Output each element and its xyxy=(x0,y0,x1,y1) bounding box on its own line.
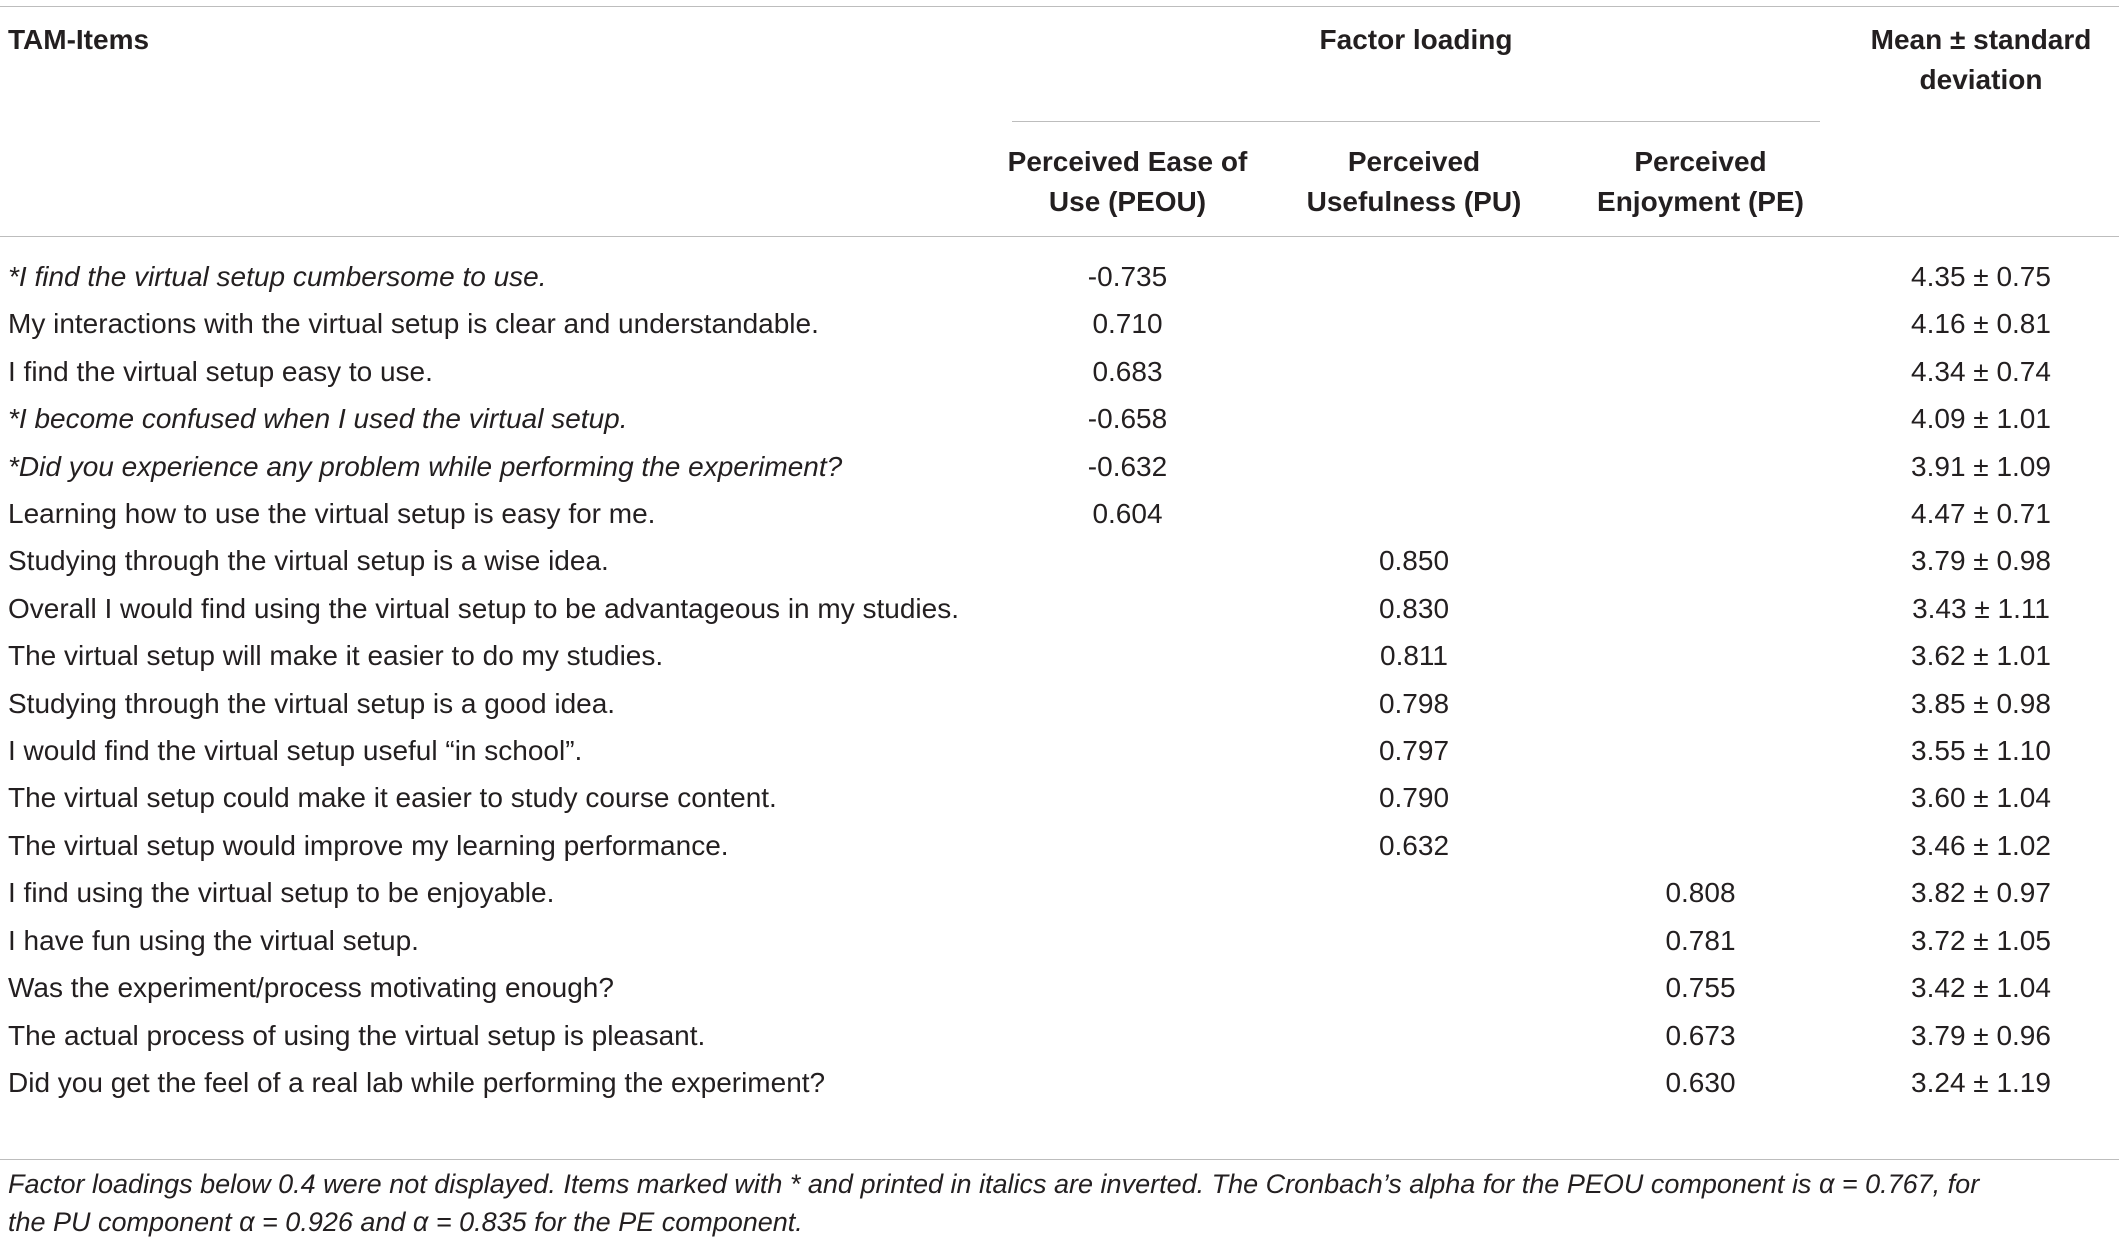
table-row xyxy=(0,1012,2119,1059)
pe-loading-cell xyxy=(1558,537,1843,584)
pe-loading-cell xyxy=(1558,822,1843,869)
pe-loading-cell: 0.630 xyxy=(1665,1066,1736,1098)
tam-item-cell: Studying through the virtual setup is a good idea. xyxy=(8,687,616,719)
table-row xyxy=(0,253,2119,300)
pu-loading-cell xyxy=(1270,1012,1558,1059)
pu-loading-cell xyxy=(1270,869,1558,916)
header-pe-line2: Enjoyment (PE) xyxy=(1597,186,1804,217)
pe-loading-cell xyxy=(1558,443,1843,490)
pe-loading-cell xyxy=(1558,774,1843,821)
peou-loading-cell: 0.683 xyxy=(1092,355,1163,387)
mean-sd-cell: 3.91 ± 1.09 xyxy=(1911,450,2051,482)
tam-item-cell: Overall I would find using the virtual setup to be advantageous in my studies. xyxy=(8,592,959,624)
pu-loading-cell: 0.798 xyxy=(1378,687,1450,719)
tam-item-cell: The virtual setup will make it easier to do my studies. xyxy=(8,640,664,672)
header-pu-line2: Usefulness (PU) xyxy=(1306,186,1522,217)
pe-loading-cell xyxy=(1558,300,1843,347)
mean-sd-cell: 4.16 ± 0.81 xyxy=(1911,308,2051,340)
footnote-line-2: the PU component α = 0.926 and α = 0.835 for the PE component. xyxy=(8,1207,803,1237)
pu-loading-cell xyxy=(1270,395,1558,442)
mean-sd-cell: 3.82 ± 0.97 xyxy=(1911,877,2051,909)
table-row xyxy=(0,395,2119,442)
table-row xyxy=(0,964,2119,1011)
mean-sd-cell: 3.55 ± 1.10 xyxy=(1911,735,2051,767)
footnote-line-1: Factor loadings below 0.4 were not displayed. Items marked with * and printed in italics are inverted. The Cronbach’s alpha for the PEOU component is α = 0.767, for xyxy=(8,1169,1980,1199)
table-row xyxy=(0,443,2119,490)
peou-loading-cell: 0.604 xyxy=(1092,498,1163,530)
header-tam-items: TAM-Items xyxy=(8,24,150,55)
peou-loading-cell xyxy=(985,774,1270,821)
peou-loading-cell: -0.658 xyxy=(1087,403,1168,435)
header-pu xyxy=(1270,142,1558,222)
pu-loading-cell: 0.797 xyxy=(1378,735,1450,767)
table-body xyxy=(0,253,2119,1106)
pe-loading-cell: 0.781 xyxy=(1665,924,1736,956)
table-row xyxy=(0,537,2119,584)
table-row xyxy=(0,727,2119,774)
mean-sd-cell: 4.09 ± 1.01 xyxy=(1911,403,2051,435)
peou-loading-cell xyxy=(985,869,1270,916)
pu-loading-cell xyxy=(1270,300,1558,347)
header-mean-sd-line1: Mean ± standard xyxy=(1870,24,2092,55)
peou-loading-cell: -0.632 xyxy=(1087,450,1168,482)
header-factor-loading: Factor loading xyxy=(1319,24,1513,55)
header-mean-sd xyxy=(1843,20,2119,100)
pe-loading-cell xyxy=(1558,490,1843,537)
mean-sd-cell: 3.46 ± 1.02 xyxy=(1911,829,2051,861)
table-footnote xyxy=(8,1165,2108,1241)
pe-loading-cell xyxy=(1558,348,1843,395)
header-peou-line1: Perceived Ease of xyxy=(1007,146,1248,177)
peou-loading-cell xyxy=(985,632,1270,679)
tam-item-cell: My interactions with the virtual setup is clear and understandable. xyxy=(8,308,819,340)
pe-loading-cell: 0.673 xyxy=(1665,1019,1736,1051)
mean-sd-cell: 4.47 ± 0.71 xyxy=(1911,498,2051,530)
tam-item-cell: Learning how to use the virtual setup is easy for me. xyxy=(8,498,656,530)
pu-loading-cell: 0.632 xyxy=(1378,829,1450,861)
pe-loading-cell xyxy=(1558,727,1843,774)
table-row xyxy=(0,774,2119,821)
pe-loading-cell xyxy=(1558,395,1843,442)
mean-sd-cell: 3.60 ± 1.04 xyxy=(1911,782,2051,814)
header-peou xyxy=(985,142,1270,222)
mean-sd-cell: 3.62 ± 1.01 xyxy=(1911,640,2051,672)
pe-loading-cell xyxy=(1558,253,1843,300)
pu-loading-cell xyxy=(1270,490,1558,537)
pu-loading-cell: 0.850 xyxy=(1378,545,1450,577)
mean-sd-cell: 3.79 ± 0.96 xyxy=(1911,1019,2051,1051)
peou-loading-cell xyxy=(985,727,1270,774)
peou-loading-cell xyxy=(985,917,1270,964)
pu-loading-cell xyxy=(1270,917,1558,964)
mean-sd-cell: 3.72 ± 1.05 xyxy=(1911,924,2051,956)
table-row xyxy=(0,348,2119,395)
tam-item-cell: *Did you experience any problem while performing the experiment? xyxy=(8,450,843,482)
tam-item-cell: The virtual setup could make it easier to study course content. xyxy=(8,782,777,814)
peou-loading-cell xyxy=(985,822,1270,869)
peou-loading-cell xyxy=(985,537,1270,584)
header-pe-line1: Perceived xyxy=(1634,146,1767,177)
pu-loading-cell: 0.790 xyxy=(1378,782,1450,814)
pe-loading-cell: 0.755 xyxy=(1665,972,1736,1004)
table-row xyxy=(0,822,2119,869)
tam-item-cell: I would find the virtual setup useful “in school”. xyxy=(8,735,583,767)
pu-loading-cell xyxy=(1270,443,1558,490)
mean-sd-cell: 3.43 ± 1.11 xyxy=(1912,592,2050,624)
tam-item-cell: The virtual setup would improve my learning performance. xyxy=(8,829,729,861)
pu-loading-cell xyxy=(1270,1059,1558,1106)
mean-sd-cell: 4.34 ± 0.74 xyxy=(1911,355,2051,387)
pu-loading-cell: 0.830 xyxy=(1378,592,1450,624)
pu-loading-cell xyxy=(1270,348,1558,395)
table-row xyxy=(0,300,2119,347)
header-pu-line1: Perceived xyxy=(1347,146,1481,177)
peou-loading-cell xyxy=(985,1059,1270,1106)
footnote-rule xyxy=(0,1159,2119,1160)
tam-item-cell: I have fun using the virtual setup. xyxy=(8,924,419,956)
header-pe xyxy=(1558,142,1843,222)
table-row xyxy=(0,632,2119,679)
peou-loading-cell: -0.735 xyxy=(1087,261,1168,292)
tam-item-cell: Studying through the virtual setup is a wise idea. xyxy=(8,545,609,577)
table-row xyxy=(0,680,2119,727)
tam-item-cell: I find using the virtual setup to be enjoyable. xyxy=(8,877,555,909)
pe-loading-cell xyxy=(1558,585,1843,632)
header-mean-sd-line2: deviation xyxy=(1919,64,2043,95)
tam-item-cell: I find the virtual setup easy to use. xyxy=(8,355,433,387)
peou-loading-cell xyxy=(985,585,1270,632)
mean-sd-cell: 3.85 ± 0.98 xyxy=(1911,687,2051,719)
tam-items-table xyxy=(0,253,2119,1106)
tam-item-cell: *I become confused when I used the virtual setup. xyxy=(8,403,628,435)
tam-item-cell: The actual process of using the virtual setup is pleasant. xyxy=(8,1019,706,1051)
table-row xyxy=(0,490,2119,537)
table-row xyxy=(0,869,2119,916)
peou-loading-cell xyxy=(985,1012,1270,1059)
table-row xyxy=(0,585,2119,632)
pe-loading-cell xyxy=(1558,680,1843,727)
header-bottom-rule xyxy=(0,236,2119,237)
table-row xyxy=(0,917,2119,964)
top-rule xyxy=(0,6,2119,7)
mean-sd-cell: 4.35 ± 0.75 xyxy=(1911,261,2051,292)
table-row xyxy=(0,1059,2119,1106)
peou-loading-cell xyxy=(985,964,1270,1011)
pu-loading-cell xyxy=(1270,253,1558,300)
header-peou-line2: Use (PEOU) xyxy=(1048,186,1207,217)
mean-sd-cell: 3.79 ± 0.98 xyxy=(1911,545,2051,577)
factor-loading-rule xyxy=(1012,121,1820,122)
peou-loading-cell: 0.710 xyxy=(1092,308,1163,340)
tam-item-cell: *I find the virtual setup cumbersome to use. xyxy=(8,261,547,292)
pe-loading-cell: 0.808 xyxy=(1665,877,1736,909)
peou-loading-cell xyxy=(985,680,1270,727)
pe-loading-cell xyxy=(1558,632,1843,679)
mean-sd-cell: 3.42 ± 1.04 xyxy=(1911,972,2051,1004)
pu-loading-cell: 0.811 xyxy=(1380,640,1448,672)
mean-sd-cell: 3.24 ± 1.19 xyxy=(1911,1066,2051,1098)
pu-loading-cell xyxy=(1270,964,1558,1011)
tam-item-cell: Did you get the feel of a real lab while performing the experiment? xyxy=(8,1066,826,1098)
tam-item-cell: Was the experiment/process motivating enough? xyxy=(8,972,614,1004)
